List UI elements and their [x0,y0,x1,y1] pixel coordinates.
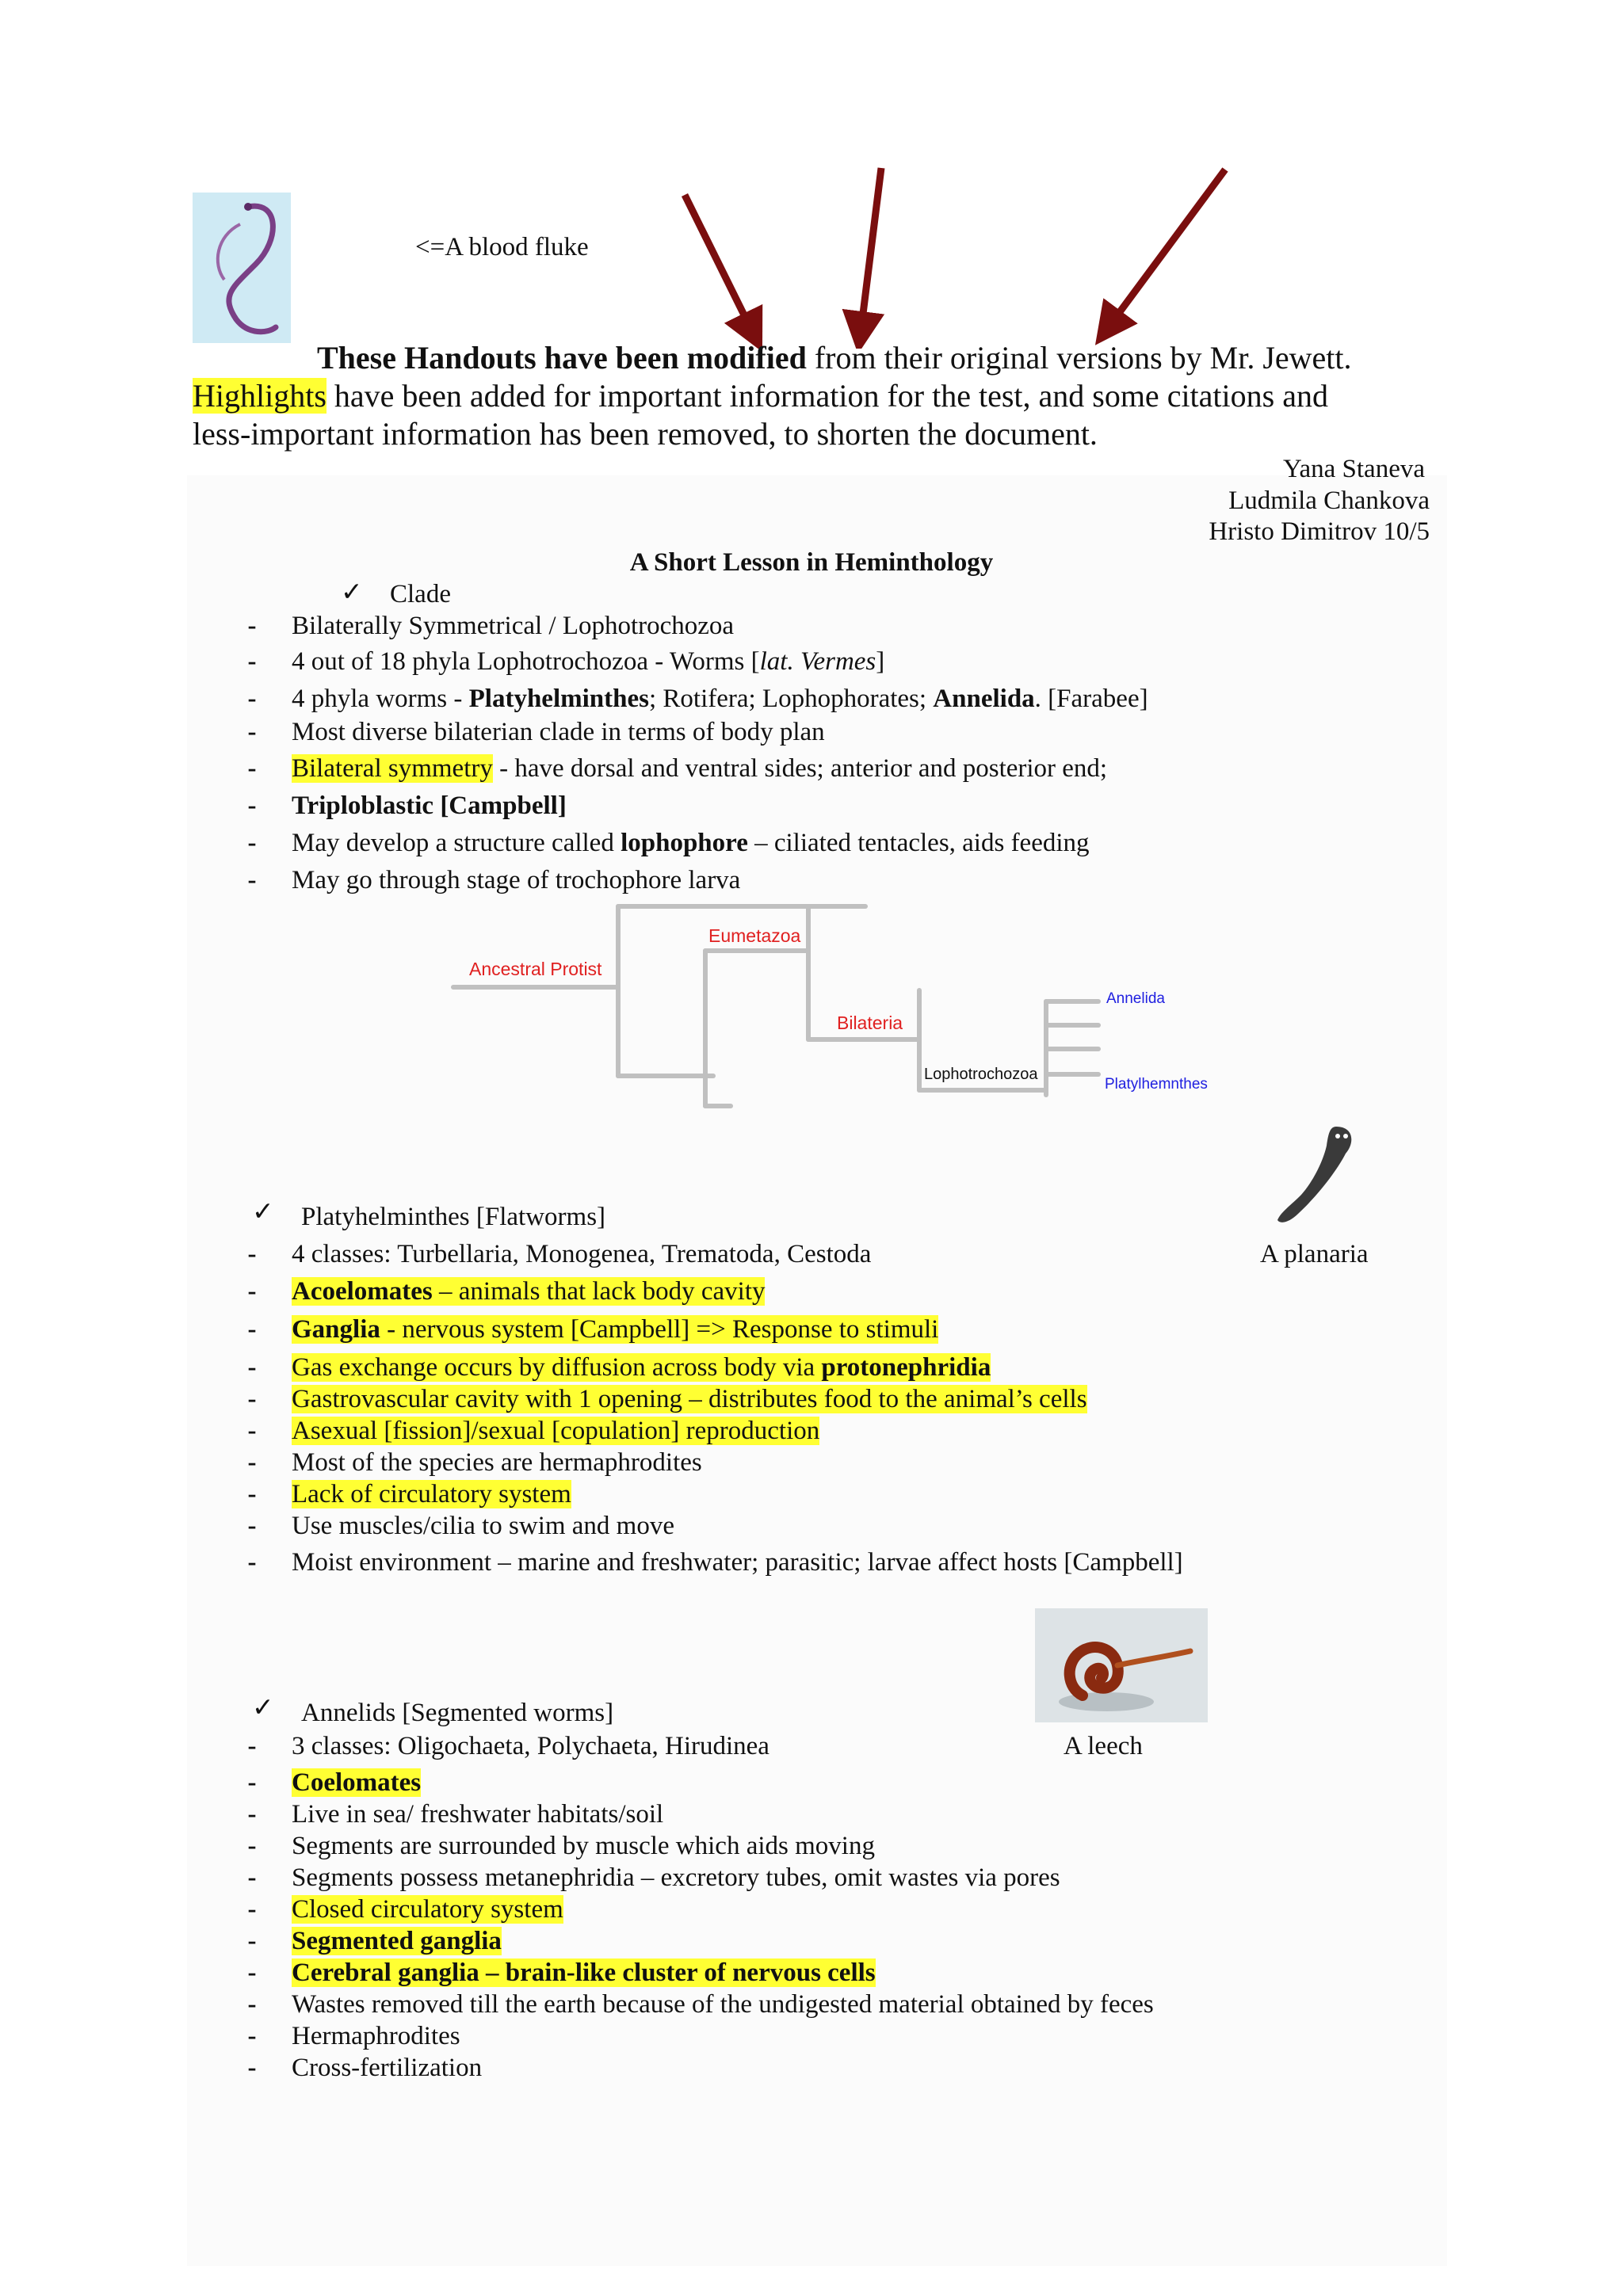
flatworms-item-4-text: Gas exchange occurs by diffusion across body via [292,1353,822,1382]
clade-item-7-b: lophophore [621,829,748,857]
page-title: A Short Lesson in Heminthology [629,548,994,577]
bullet: - [247,647,257,676]
flatworms-item-2 [292,1276,765,1307]
bullet: - [247,1800,257,1829]
tree-label-platyhelminthes: Platylhemnthes [1105,1076,1208,1093]
flatworms-item-5 [292,1383,1087,1415]
bullet: - [247,1512,257,1540]
tree-label-lophotrochozoa: Lophotrochozoa [924,1066,1038,1083]
annelids-item-9: Wastes removed till the earth because of the undigested material obtained by feces [292,1990,1154,2019]
planaria-image [1266,1119,1365,1230]
annelids-item-8 [292,1957,876,1989]
bullet: - [247,1417,257,1445]
phylogenetic-tree [444,895,1236,1117]
annelids-item-10: Hermaphrodites [292,2022,460,2050]
blood-fluke-image [193,193,291,343]
annelids-heading: Annelids [Segmented worms] [301,1699,614,1727]
arrow-1 [685,195,753,333]
bullet: - [247,866,257,894]
clade-item-3 [292,683,1148,715]
highlights-word: Highlights [193,378,327,414]
clade-check: ✓ [341,578,363,607]
notice-rest: from their original versions by Mr. Jewett. [806,340,1352,376]
notice-line2-rest: have been added for important information for the test, and some citations and [326,378,1328,414]
clade-item-5 [292,753,1107,784]
bullet: - [247,1448,257,1477]
flatworms-item-3 [292,1314,938,1345]
annelids-item-5: Segments possess metanephridia – excretory tubes, omit wastes via pores [292,1863,1060,1892]
clade-item-2-text: 4 out of 18 phyla Lophotrochozoa - Worms [ [292,647,760,676]
clade-item-5-rest: - have dorsal and ventral sides; anterior and posterior end; [492,754,1108,783]
flatworms-item-2-bold: Acoelomates [292,1277,433,1306]
annelids-check: ✓ [252,1694,274,1722]
clade-item-7-a: May develop a structure called [292,829,621,857]
tree-label-bilateria: Bilateria [837,1013,903,1033]
clade-item-3-d: Annelida [933,685,1035,713]
arrow-3 [1108,170,1225,328]
notice-bold: These Handouts have been modified [317,340,807,376]
flatworms-item-4-bold: protonephridia [821,1353,991,1382]
bullet: - [247,1958,257,1987]
flatworms-item-1: 4 classes: Turbellaria, Monogenea, Trematoda, Cestoda [292,1240,872,1268]
annelids-item-2 [292,1767,421,1798]
bullet: - [247,2054,257,2082]
bullet: - [247,1990,257,2019]
clade-item-3-c: ; Rotifera; Lophophorates; [648,685,934,713]
bullet: - [247,1832,257,1860]
flatworms-check: ✓ [252,1198,274,1226]
leech-caption: A leech [1064,1732,1143,1760]
annelids-item-8-text: Cerebral ganglia – brain-like cluster of nervous cells [292,1958,876,1987]
clade-item-3-b: Platyhelminthes [468,685,649,713]
bullet: - [247,1480,257,1508]
clade-item-8: May go through stage of trochophore larva [292,866,741,894]
bullet: - [247,829,257,857]
blood-fluke-drawing [193,193,291,343]
author-3: Hristo Dimitrov 10/5 [1209,517,1430,546]
flatworms-item-3-bold: Ganglia [292,1315,380,1344]
leech-drawing [1035,1608,1208,1722]
flatworms-item-8 [292,1478,571,1510]
bullet: - [247,612,257,640]
clade-item-7 [292,827,1090,859]
annelids-item-4: Segments are surrounded by muscle which aids moving [292,1832,875,1860]
bullet: - [247,1927,257,1955]
flatworms-item-6-text: Asexual [fission]/sexual [copulation] reproduction [292,1417,820,1445]
bullet: - [247,685,257,713]
fluke-caption: <=A blood fluke [415,233,589,261]
bullet: - [247,2022,257,2050]
flatworms-item-7: Most of the species are hermaphrodites [292,1448,702,1477]
clade-item-2-latin: lat. Vermes [759,647,876,676]
tree-label-eumetazoa: Eumetazoa [708,925,801,946]
arrows-graphic [666,158,1252,349]
bullet: - [247,1548,257,1577]
bullet: - [247,1277,257,1306]
bullet: - [247,791,257,820]
bullet: - [247,1863,257,1892]
notice-line-1 [317,339,1352,377]
clade-item-4: Most diverse bilaterian clade in terms of body plan [292,718,825,746]
bullet: - [247,1240,257,1268]
notice-line-2 [193,377,1328,415]
bullet: - [247,1315,257,1344]
planaria-drawing [1266,1119,1365,1230]
flatworms-item-9: Use muscles/cilia to swim and move [292,1512,674,1540]
flatworms-item-10: Moist environment – marine and freshwater; parasitic; larvae affect hosts [Campbell] [292,1548,1183,1577]
bullet: - [247,1732,257,1760]
bullet: - [247,1353,257,1382]
flatworms-item-2-rest: – animals that lack body cavity [432,1277,766,1306]
bullet: - [247,1768,257,1797]
flatworms-item-3-rest: - nervous system [Campbell] => Response to stimuli [380,1315,939,1344]
planaria-caption: A planaria [1260,1240,1369,1268]
clade-item-6: Triploblastic [Campbell] [292,791,567,820]
clade-item-7-c: – ciliated tentacles, aids feeding [747,829,1090,857]
annelids-item-3: Live in sea/ freshwater habitats/soil [292,1800,664,1829]
bullet: - [247,1895,257,1924]
annelids-item-11: Cross-fertilization [292,2054,483,2082]
clade-item-2 [292,646,884,677]
author-2: Ludmila Chankova [1228,486,1430,515]
bullet: - [247,718,257,746]
tree-label-annelida: Annelida [1106,990,1165,1007]
clade-item-3-e: . [Farabee] [1034,685,1148,713]
annelids-item-6 [292,1894,563,1925]
annelids-item-7 [292,1925,502,1957]
notice-line-3: less-important information has been removed, to shorten the document. [193,416,1098,452]
flatworms-heading: Platyhelminthes [Flatworms] [301,1203,606,1231]
bullet: - [247,1385,257,1413]
clade-item-5-highlight: Bilateral symmetry [292,754,493,783]
clade-item-2-end: ] [876,647,885,676]
flatworms-item-4 [292,1352,991,1383]
author-1: Yana Staneva [1282,455,1425,483]
annelids-item-2-text: Coelomates [292,1768,422,1797]
leech-image [1035,1608,1208,1722]
annelids-item-1: 3 classes: Oligochaeta, Polychaeta, Hirudinea [292,1732,769,1760]
arrow-2 [861,168,881,333]
flatworms-item-5-text: Gastrovascular cavity with 1 opening – distributes food to the animal’s cells [292,1385,1087,1413]
clade-item-3-a: 4 phyla worms - [292,685,469,713]
bullet: - [247,754,257,783]
annelids-item-7-text: Segmented ganglia [292,1927,502,1955]
annelids-item-6-text: Closed circulatory system [292,1895,563,1924]
flatworms-item-8-text: Lack of circulatory system [292,1480,571,1508]
clade-item-1: Bilaterally Symmetrical / Lophotrochozoa [292,612,735,640]
tree-label-root: Ancestral Protist [469,959,602,979]
clade-heading: Clade [390,580,451,608]
flatworms-item-6 [292,1415,819,1447]
